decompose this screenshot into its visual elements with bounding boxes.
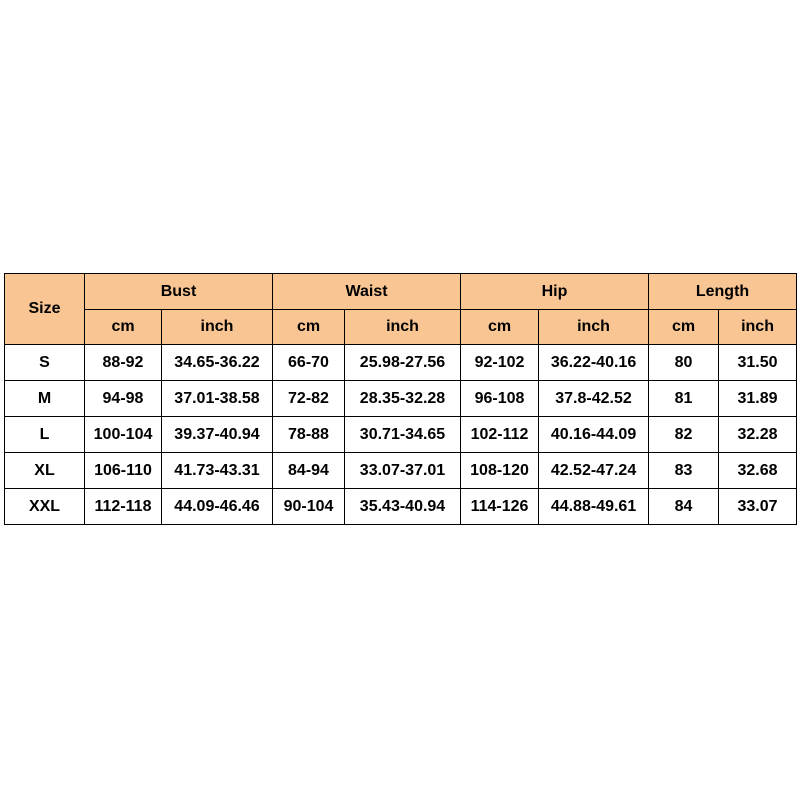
table-cell: 33.07: [719, 489, 797, 525]
bust-header: Bust: [85, 274, 273, 310]
waist-header: Waist: [273, 274, 461, 310]
table-cell: 66-70: [273, 345, 345, 381]
table-cell: 108-120: [461, 453, 539, 489]
table-row: [5, 417, 797, 453]
table-cell: 32.28: [719, 417, 797, 453]
table-cell: 84-94: [273, 453, 345, 489]
table-row: [5, 381, 797, 417]
unit-header: inch: [345, 310, 461, 345]
size-header: Size: [5, 274, 85, 345]
table-cell: 84: [649, 489, 719, 525]
table-row: [5, 489, 797, 525]
table-cell: 31.50: [719, 345, 797, 381]
length-header: Length: [649, 274, 797, 310]
table-row: [5, 453, 797, 489]
size-cell: M: [5, 381, 85, 417]
table-cell: 31.89: [719, 381, 797, 417]
table-cell: 114-126: [461, 489, 539, 525]
unit-header: cm: [273, 310, 345, 345]
table-cell: 28.35-32.28: [345, 381, 461, 417]
table-cell: 92-102: [461, 345, 539, 381]
table-cell: 81: [649, 381, 719, 417]
table-cell: 94-98: [85, 381, 162, 417]
size-cell: S: [5, 345, 85, 381]
table-cell: 40.16-44.09: [539, 417, 649, 453]
unit-header: cm: [461, 310, 539, 345]
table-row: [5, 345, 797, 381]
table-cell: 80: [649, 345, 719, 381]
table-cell: 25.98-27.56: [345, 345, 461, 381]
header-row-groups: [5, 274, 797, 310]
table-cell: 35.43-40.94: [345, 489, 461, 525]
table-cell: 41.73-43.31: [162, 453, 273, 489]
table-cell: 112-118: [85, 489, 162, 525]
size-chart-table: [4, 273, 797, 525]
table-cell: 32.68: [719, 453, 797, 489]
table-cell: 30.71-34.65: [345, 417, 461, 453]
table-cell: 37.01-38.58: [162, 381, 273, 417]
size-cell: L: [5, 417, 85, 453]
table-cell: 37.8-42.52: [539, 381, 649, 417]
table-cell: 88-92: [85, 345, 162, 381]
table-cell: 82: [649, 417, 719, 453]
unit-header: inch: [539, 310, 649, 345]
size-cell: XL: [5, 453, 85, 489]
hip-header: Hip: [461, 274, 649, 310]
table-cell: 83: [649, 453, 719, 489]
table-cell: 106-110: [85, 453, 162, 489]
table-cell: 100-104: [85, 417, 162, 453]
table-cell: 72-82: [273, 381, 345, 417]
table-cell: 42.52-47.24: [539, 453, 649, 489]
header-row-units: [5, 310, 797, 345]
size-cell: XXL: [5, 489, 85, 525]
table-cell: 96-108: [461, 381, 539, 417]
table-cell: 78-88: [273, 417, 345, 453]
unit-header: cm: [85, 310, 162, 345]
table-cell: 39.37-40.94: [162, 417, 273, 453]
unit-header: cm: [649, 310, 719, 345]
table-cell: 102-112: [461, 417, 539, 453]
table-cell: 90-104: [273, 489, 345, 525]
table-cell: 36.22-40.16: [539, 345, 649, 381]
unit-header: inch: [162, 310, 273, 345]
table-cell: 44.09-46.46: [162, 489, 273, 525]
table-cell: 34.65-36.22: [162, 345, 273, 381]
table-cell: 33.07-37.01: [345, 453, 461, 489]
table-cell: 44.88-49.61: [539, 489, 649, 525]
unit-header: inch: [719, 310, 797, 345]
